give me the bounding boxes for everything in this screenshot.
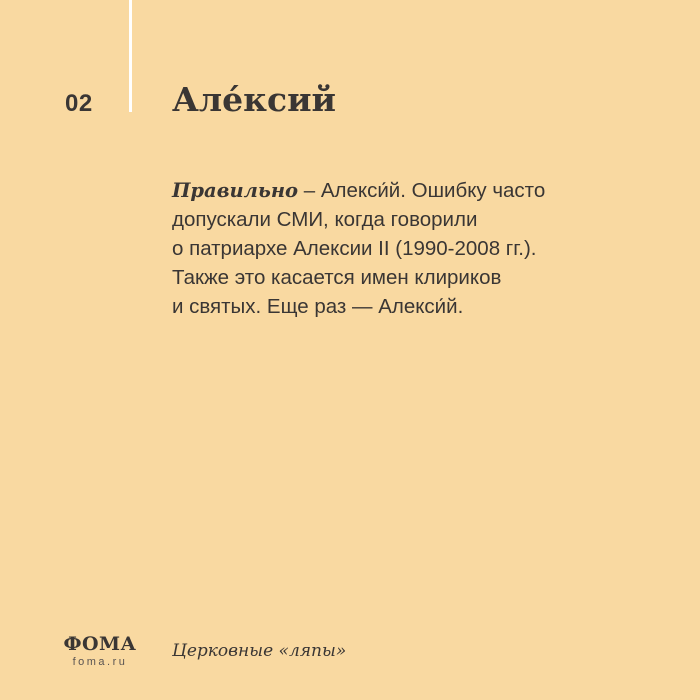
foma-logo (60, 633, 140, 669)
body-lead-word: Правильно (172, 179, 299, 202)
card-body (172, 176, 642, 321)
vertical-divider (129, 0, 132, 112)
card-title: Але́ксий (172, 80, 337, 119)
logo-brand: ФОМА (63, 633, 137, 655)
body-line: Также это касается имен клириков (172, 266, 502, 289)
body-line: допускали СМИ, когда говорили (172, 208, 478, 231)
body-line-text: – Алекси́й. Ошибку часто (298, 179, 546, 202)
body-line (172, 176, 642, 205)
body-line: о патриархе Алексии II (1990-2008 гг.). (172, 237, 537, 260)
footer-caption: Церковные «ляпы» (172, 641, 347, 661)
body-line: и святых. Еще раз — Алекси́й. (172, 295, 464, 318)
logo-site: foma.ru (72, 656, 128, 668)
card-number: 02 (65, 90, 93, 117)
